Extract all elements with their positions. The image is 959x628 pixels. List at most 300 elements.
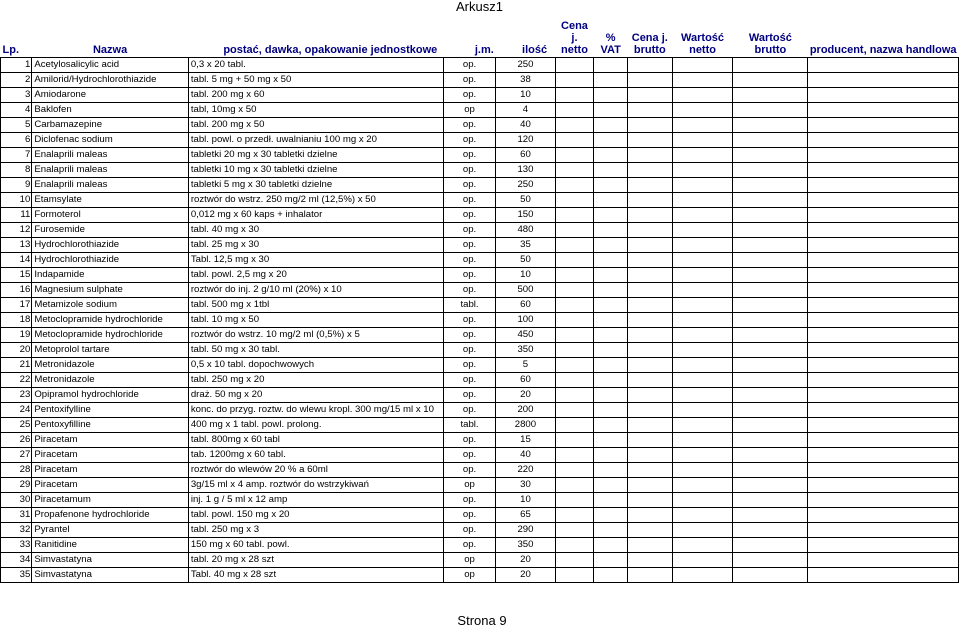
cell-producent [808,313,959,328]
cell-nazwa: Metamizole sodium [32,298,188,313]
cell-ilosc: 150 [496,208,555,223]
cell-lp: 8 [1,163,32,178]
header-lp: Lp. [2,44,19,56]
cell-cena-brutto [627,208,672,223]
cell-cena-netto [555,298,594,313]
cell-nazwa: Amiodarone [32,88,188,103]
cell-jm: op [443,103,496,118]
cell-vat [594,133,628,148]
cell-lp: 19 [1,328,32,343]
cell-cena-netto [555,253,594,268]
cell-nazwa: Pyrantel [32,523,188,538]
table-row [1,268,959,283]
cell-ilosc: 60 [496,373,555,388]
cell-producent [808,148,959,163]
cell-lp: 12 [1,223,32,238]
cell-jm: tabl. [443,418,496,433]
cell-wartosc-netto [672,568,733,583]
cell-jm: op. [443,118,496,133]
table-row [1,88,959,103]
cell-lp: 25 [1,418,32,433]
cell-lp: 27 [1,448,32,463]
cell-vat [594,418,628,433]
cell-jm: op. [443,358,496,373]
cell-nazwa: Formoterol [32,208,188,223]
cell-producent [808,298,959,313]
cell-wartosc-brutto [733,328,808,343]
cell-nazwa: Hydrochlorothiazide [32,253,188,268]
cell-wartosc-netto [672,253,733,268]
cell-postac: 0,5 x 10 tabl. dopochwowych [188,358,443,373]
cell-postac: tabl. 25 mg x 30 [188,238,443,253]
table-row [1,568,959,583]
cell-wartosc-brutto [733,253,808,268]
cell-producent [808,118,959,133]
table-row [1,103,959,118]
cell-lp: 17 [1,298,32,313]
cell-lp: 13 [1,238,32,253]
cell-lp: 21 [1,358,32,373]
cell-cena-brutto [627,298,672,313]
cell-cena-brutto [627,448,672,463]
header-producent: producent, nazwa handlowa [809,44,957,56]
cell-postac: Tabl. 40 mg x 28 szt [188,568,443,583]
cell-postac: tabl. 10 mg x 50 [188,313,443,328]
cell-postac: 400 mg x 1 tabl. powl. prolong. [188,418,443,433]
table-row [1,73,959,88]
cell-wartosc-brutto [733,193,808,208]
cell-cena-brutto [627,238,672,253]
cell-lp: 20 [1,343,32,358]
cell-vat [594,523,628,538]
cell-cena-netto [555,328,594,343]
table-row [1,538,959,553]
cell-jm: op. [443,88,496,103]
cell-ilosc: 220 [496,463,555,478]
cell-vat [594,508,628,523]
cell-vat [594,283,628,298]
cell-cena-brutto [627,358,672,373]
cell-cena-brutto [627,523,672,538]
cell-vat [594,178,628,193]
cell-cena-brutto [627,148,672,163]
cell-postac: tabletki 20 mg x 30 tabletki dzielne [188,148,443,163]
cell-producent [808,133,959,148]
cell-cena-brutto [627,568,672,583]
cell-cena-netto [555,268,594,283]
cell-wartosc-brutto [733,313,808,328]
cell-jm: op. [443,328,496,343]
cell-nazwa: Acetylosalicylic acid [32,58,188,73]
cell-producent [808,358,959,373]
cell-wartosc-brutto [733,418,808,433]
cell-nazwa: Piracetam [32,463,188,478]
cell-wartosc-netto [672,148,733,163]
cell-cena-brutto [627,163,672,178]
cell-ilosc: 60 [496,148,555,163]
cell-ilosc: 2800 [496,418,555,433]
cell-nazwa: Propafenone hydrochloride [32,508,188,523]
cell-ilosc: 10 [496,493,555,508]
cell-wartosc-netto [672,298,733,313]
cell-jm: tabl. [443,298,496,313]
cell-nazwa: Carbamazepine [32,118,188,133]
cell-vat [594,463,628,478]
cell-cena-netto [555,448,594,463]
cell-wartosc-brutto [733,118,808,133]
cell-wartosc-brutto [733,73,808,88]
cell-postac: tabl. 200 mg x 60 [188,88,443,103]
cell-postac: tabl. powl. o przedł. uwalnianiu 100 mg x 20 [188,133,443,148]
cell-wartosc-brutto [733,523,808,538]
cell-producent [808,268,959,283]
cell-wartosc-brutto [733,433,808,448]
cell-wartosc-brutto [733,133,808,148]
cell-wartosc-brutto [733,298,808,313]
cell-postac: roztwór do wstrz. 250 mg/2 ml (12,5%) x 50 [188,193,443,208]
table-row [1,133,959,148]
cell-cena-netto [555,283,594,298]
cell-producent [808,433,959,448]
cell-postac: tabl. 200 mg x 50 [188,118,443,133]
cell-cena-brutto [627,118,672,133]
cell-lp: 26 [1,433,32,448]
cell-cena-brutto [627,553,672,568]
cell-jm: op [443,478,496,493]
cell-lp: 3 [1,88,32,103]
cell-wartosc-netto [672,133,733,148]
cell-producent [808,508,959,523]
cell-producent [808,373,959,388]
cell-postac: roztwór do inj. 2 g/10 ml (20%) x 10 [188,283,443,298]
cell-lp: 10 [1,193,32,208]
cell-ilosc: 200 [496,403,555,418]
cell-cena-netto [555,358,594,373]
cell-cena-netto [555,463,594,478]
cell-jm: op. [443,253,496,268]
cell-ilosc: 450 [496,328,555,343]
cell-lp: 11 [1,208,32,223]
cell-vat [594,103,628,118]
cell-ilosc: 10 [496,268,555,283]
cell-wartosc-netto [672,478,733,493]
cell-wartosc-brutto [733,88,808,103]
table-row [1,343,959,358]
cell-vat [594,538,628,553]
cell-cena-brutto [627,403,672,418]
cell-postac: inj. 1 g / 5 ml x 12 amp [188,493,443,508]
cell-cena-brutto [627,373,672,388]
cell-postac: tabl. 5 mg + 50 mg x 50 [188,73,443,88]
cell-cena-netto [555,433,594,448]
cell-ilosc: 130 [496,163,555,178]
cell-wartosc-brutto [733,538,808,553]
cell-nazwa: Pentoxifylline [32,403,188,418]
cell-wartosc-netto [672,238,733,253]
cell-vat [594,478,628,493]
header-cena-brutto: Cena j. brutto [631,32,668,56]
cell-nazwa: Simvastatyna [32,553,188,568]
cell-postac: tabletki 10 mg x 30 tabletki dzielne [188,163,443,178]
cell-vat [594,238,628,253]
cell-cena-netto [555,373,594,388]
cell-nazwa: Furosemide [32,223,188,238]
cell-producent [808,448,959,463]
cell-wartosc-netto [672,418,733,433]
cell-postac: 150 mg x 60 tabl. powl. [188,538,443,553]
cell-wartosc-netto [672,373,733,388]
cell-wartosc-brutto [733,508,808,523]
cell-lp: 29 [1,478,32,493]
table-row [1,358,959,373]
cell-producent [808,403,959,418]
cell-cena-netto [555,118,594,133]
cell-wartosc-netto [672,343,733,358]
cell-nazwa: Metoprolol tartare [32,343,188,358]
table-row [1,298,959,313]
cell-wartosc-brutto [733,58,808,73]
cell-wartosc-netto [672,433,733,448]
cell-wartosc-brutto [733,163,808,178]
cell-vat [594,58,628,73]
cell-producent [808,478,959,493]
cell-wartosc-netto [672,493,733,508]
cell-postac: tabl. 500 mg x 1tbl [188,298,443,313]
cell-jm: op. [443,133,496,148]
cell-lp: 14 [1,253,32,268]
cell-ilosc: 480 [496,223,555,238]
cell-cena-brutto [627,283,672,298]
cell-wartosc-brutto [733,178,808,193]
cell-lp: 34 [1,553,32,568]
cell-cena-netto [555,133,594,148]
cell-jm: op. [443,268,496,283]
cell-vat [594,163,628,178]
table-row [1,403,959,418]
cell-nazwa: Opipramol hydrochloride [32,388,188,403]
cell-producent [808,388,959,403]
cell-jm: op [443,553,496,568]
cell-wartosc-brutto [733,448,808,463]
cell-wartosc-brutto [733,568,808,583]
cell-jm: op. [443,148,496,163]
page-footer: Strona 9 [457,613,507,628]
cell-vat [594,208,628,223]
cell-nazwa: Piracetamum [32,493,188,508]
cell-wartosc-netto [672,163,733,178]
table-row [1,508,959,523]
table-row [1,448,959,463]
cell-wartosc-brutto [733,208,808,223]
cell-ilosc: 100 [496,313,555,328]
cell-wartosc-netto [672,358,733,373]
cell-nazwa: Piracetam [32,478,188,493]
cell-postac: tabletki 5 mg x 30 tabletki dzielne [188,178,443,193]
cell-cena-netto [555,148,594,163]
cell-vat [594,358,628,373]
cell-cena-netto [555,88,594,103]
cell-wartosc-netto [672,283,733,298]
table-row [1,373,959,388]
cell-cena-netto [555,178,594,193]
cell-wartosc-netto [672,103,733,118]
cell-vat [594,268,628,283]
cell-vat [594,88,628,103]
cell-lp: 4 [1,103,32,118]
cell-lp: 2 [1,73,32,88]
cell-postac: 3g/15 ml x 4 amp. roztwór do wstrzykiwań [188,478,443,493]
cell-cena-netto [555,208,594,223]
cell-ilosc: 10 [496,88,555,103]
cell-ilosc: 40 [496,118,555,133]
cell-lp: 35 [1,568,32,583]
cell-jm: op. [443,58,496,73]
cell-vat [594,403,628,418]
cell-cena-netto [555,73,594,88]
table-row [1,163,959,178]
cell-cena-netto [555,388,594,403]
cell-wartosc-brutto [733,373,808,388]
cell-producent [808,553,959,568]
cell-cena-netto [555,478,594,493]
cell-nazwa: Enalaprili maleas [32,148,188,163]
cell-ilosc: 20 [496,553,555,568]
cell-lp: 1 [1,58,32,73]
cell-lp: 16 [1,283,32,298]
table-row [1,58,959,73]
cell-postac: tabl. 250 mg x 20 [188,373,443,388]
cell-producent [808,418,959,433]
cell-jm: op. [443,163,496,178]
table-row [1,118,959,133]
cell-jm: op. [443,523,496,538]
cell-wartosc-netto [672,118,733,133]
cell-wartosc-netto [672,73,733,88]
cell-wartosc-brutto [733,268,808,283]
cell-vat [594,313,628,328]
cell-wartosc-netto [672,328,733,343]
cell-nazwa: Hydrochlorothiazide [32,238,188,253]
cell-postac: tabl. 20 mg x 28 szt [188,553,443,568]
price-table [0,20,959,583]
cell-ilosc: 20 [496,388,555,403]
header-cena-netto: Cena j. netto [561,20,588,56]
cell-jm: op. [443,283,496,298]
cell-ilosc: 15 [496,433,555,448]
cell-ilosc: 290 [496,523,555,538]
cell-ilosc: 250 [496,58,555,73]
cell-postac: roztwór do wstrz. 10 mg/2 ml (0,5%) x 5 [188,328,443,343]
cell-nazwa: Ranitidine [32,538,188,553]
cell-postac: Tabl. 12,5 mg x 30 [188,253,443,268]
cell-cena-netto [555,403,594,418]
table-row [1,238,959,253]
cell-lp: 32 [1,523,32,538]
cell-wartosc-brutto [733,358,808,373]
table-row [1,493,959,508]
cell-vat [594,433,628,448]
cell-wartosc-netto [672,463,733,478]
cell-wartosc-netto [672,193,733,208]
cell-wartosc-brutto [733,238,808,253]
cell-vat [594,343,628,358]
cell-cena-netto [555,193,594,208]
cell-nazwa: Indapamide [32,268,188,283]
cell-postac: tabl. 250 mg x 3 [188,523,443,538]
cell-producent [808,178,959,193]
cell-postac: tabl. 800mg x 60 tabl [188,433,443,448]
cell-vat [594,148,628,163]
cell-producent [808,328,959,343]
cell-nazwa: Pentoxyfilline [32,418,188,433]
cell-jm: op. [443,538,496,553]
cell-cena-netto [555,493,594,508]
cell-jm: op. [443,508,496,523]
table-row [1,223,959,238]
cell-jm: op. [443,193,496,208]
cell-jm: op. [443,448,496,463]
cell-producent [808,283,959,298]
cell-vat [594,328,628,343]
cell-wartosc-netto [672,313,733,328]
cell-wartosc-brutto [733,283,808,298]
cell-postac: konc. do przyg. roztw. do wlewu kropl. 300 mg/15 ml x 10 [188,403,443,418]
cell-jm: op. [443,73,496,88]
cell-ilosc: 50 [496,193,555,208]
cell-nazwa: Metoclopramide hydrochloride [32,313,188,328]
cell-postac: tabl. 40 mg x 30 [188,223,443,238]
cell-producent [808,73,959,88]
cell-nazwa: Enalaprili maleas [32,163,188,178]
cell-vat [594,223,628,238]
cell-producent [808,238,959,253]
cell-cena-netto [555,223,594,238]
cell-cena-brutto [627,493,672,508]
cell-wartosc-netto [672,523,733,538]
cell-nazwa: Baklofen [32,103,188,118]
cell-lp: 18 [1,313,32,328]
cell-wartosc-netto [672,508,733,523]
cell-ilosc: 38 [496,73,555,88]
cell-postac: tabl. powl. 2,5 mg x 20 [188,268,443,283]
cell-cena-brutto [627,73,672,88]
cell-jm: op. [443,433,496,448]
cell-jm: op. [443,208,496,223]
table-row [1,433,959,448]
cell-producent [808,463,959,478]
cell-nazwa: Diclofenac sodium [32,133,188,148]
cell-jm: op. [443,343,496,358]
cell-wartosc-brutto [733,493,808,508]
cell-wartosc-brutto [733,148,808,163]
cell-producent [808,523,959,538]
cell-wartosc-brutto [733,553,808,568]
cell-jm: op. [443,403,496,418]
cell-wartosc-netto [672,388,733,403]
cell-jm: op. [443,463,496,478]
cell-producent [808,223,959,238]
cell-postac: draż. 50 mg x 20 [188,388,443,403]
cell-postac: roztwór do wlewów 20 % a 60ml [188,463,443,478]
cell-lp: 7 [1,148,32,163]
cell-cena-netto [555,238,594,253]
cell-jm: op. [443,178,496,193]
cell-cena-brutto [627,538,672,553]
cell-wartosc-brutto [733,478,808,493]
cell-cena-netto [555,418,594,433]
cell-nazwa: Metronidazole [32,358,188,373]
table-row [1,193,959,208]
